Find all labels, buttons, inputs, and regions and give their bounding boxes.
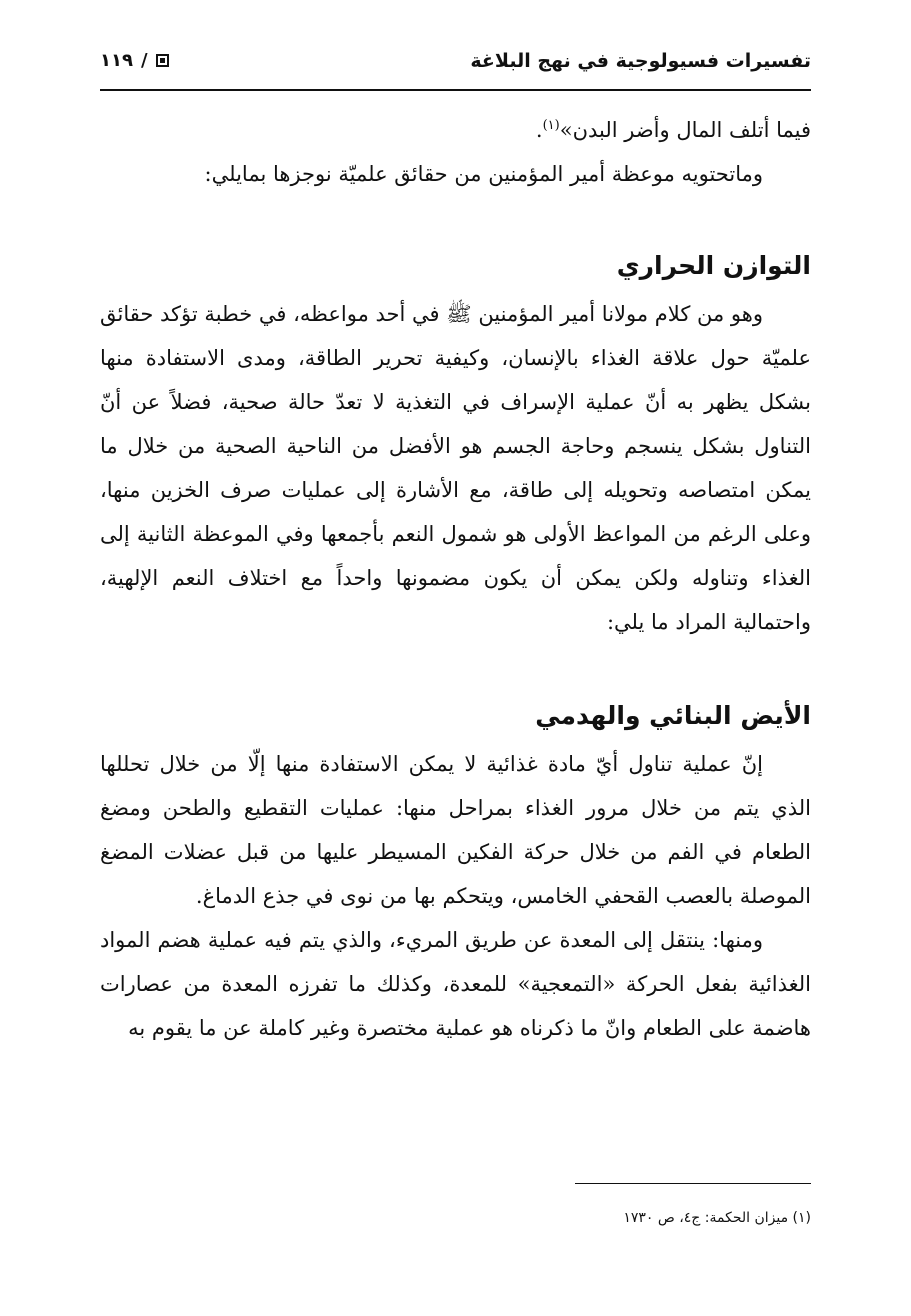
page-header xyxy=(100,46,811,82)
square-ornament-icon xyxy=(156,54,169,67)
quote-end: . xyxy=(535,118,543,142)
intro-paragraph: وماتحتويه موعظة أمير المؤمنين من حقائق علميّة نوجزها بمايلي: xyxy=(204,162,763,186)
footnote-ref: (١) xyxy=(542,118,560,133)
page-number: ١١٩ xyxy=(100,50,133,71)
quote-line xyxy=(100,108,811,152)
footnote-text: ميزان الحكمة: ج٤، ص ١٧٣٠ xyxy=(623,1210,789,1226)
quote-tail: فيما أتلف المال وأضر البدن» xyxy=(559,118,811,142)
footnote-divider xyxy=(575,1183,811,1184)
paragraph-metabolism-1: إنّ عملية تناول أيّ مادة غذائية لا يمكن الاستفادة منها إلّا من خلال تحللها الذي يتم من خلال مرور الغذاء بمراحل منها: عمليات التقطيع والطحن ومضغ الطعام في الفم من خلال حركة الفكين المسيطر عليها من قبل عضلات المضغ الموصلة بالعصب القحفي الخامس، ويتحكم بها من نوى في جذع الدماغ. xyxy=(100,752,811,908)
paragraph-thermal-balance: وهو من كلام مولانا أمير المؤمنين ﷺ في أحد مواعظه، في خطبة تؤكد حقائق علميّة حول علاقة الغذاء بالإنسان، وكيفية تحرير الطاقة، ومدى الاستفادة منها بشكل يظهر به أنّ عملية الإسراف في التغذية لا تعدّ حالة صحية، فضلاً عن أنّ التناول بشكل ينسجم وحاجة الجسم هو الأفضل من الناحية الصحية من خلال ما يمكن امتصاصه وتحويله إلى طاقة، مع الأشارة إلى عمليات صرف الخزين منها، وعلى الرغم من المواعظ الأولى هو شمول النعم بأجمعها وفي الموعظة الثانية إلى الغذاء وتناوله ولكن يمكن أن يكون مضمونها واحداً مع اختلاف النعم الإلهية، واحتمالية المراد ما يلي: xyxy=(100,302,811,634)
footnote xyxy=(100,1207,811,1229)
header-divider xyxy=(100,89,811,91)
running-title: تفسيرات فسيولوجية في نهج البلاغة xyxy=(470,50,811,72)
main-text xyxy=(100,108,811,1050)
footnote-number: (١) xyxy=(792,1210,811,1226)
section-heading-thermal-balance: التوازن الحراري xyxy=(616,251,811,280)
paragraph-metabolism-2: ومنها: ينتقل إلى المعدة عن طريق المريء، والذي يتم فيه عملية هضم المواد الغذائية بفعل الحركة «التمعجية» للمعدة، وكذلك ما تفرزه المعدة من عصارات هاضمة على الطعام وانّ ما ذكرناه هو عملية مختصرة وغير كاملة عن ما يقوم به xyxy=(100,928,811,1040)
page-number-block xyxy=(100,50,169,71)
page-separator: / xyxy=(140,50,148,71)
section-heading-metabolism: الأيض البنائي والهدمي xyxy=(535,701,811,730)
